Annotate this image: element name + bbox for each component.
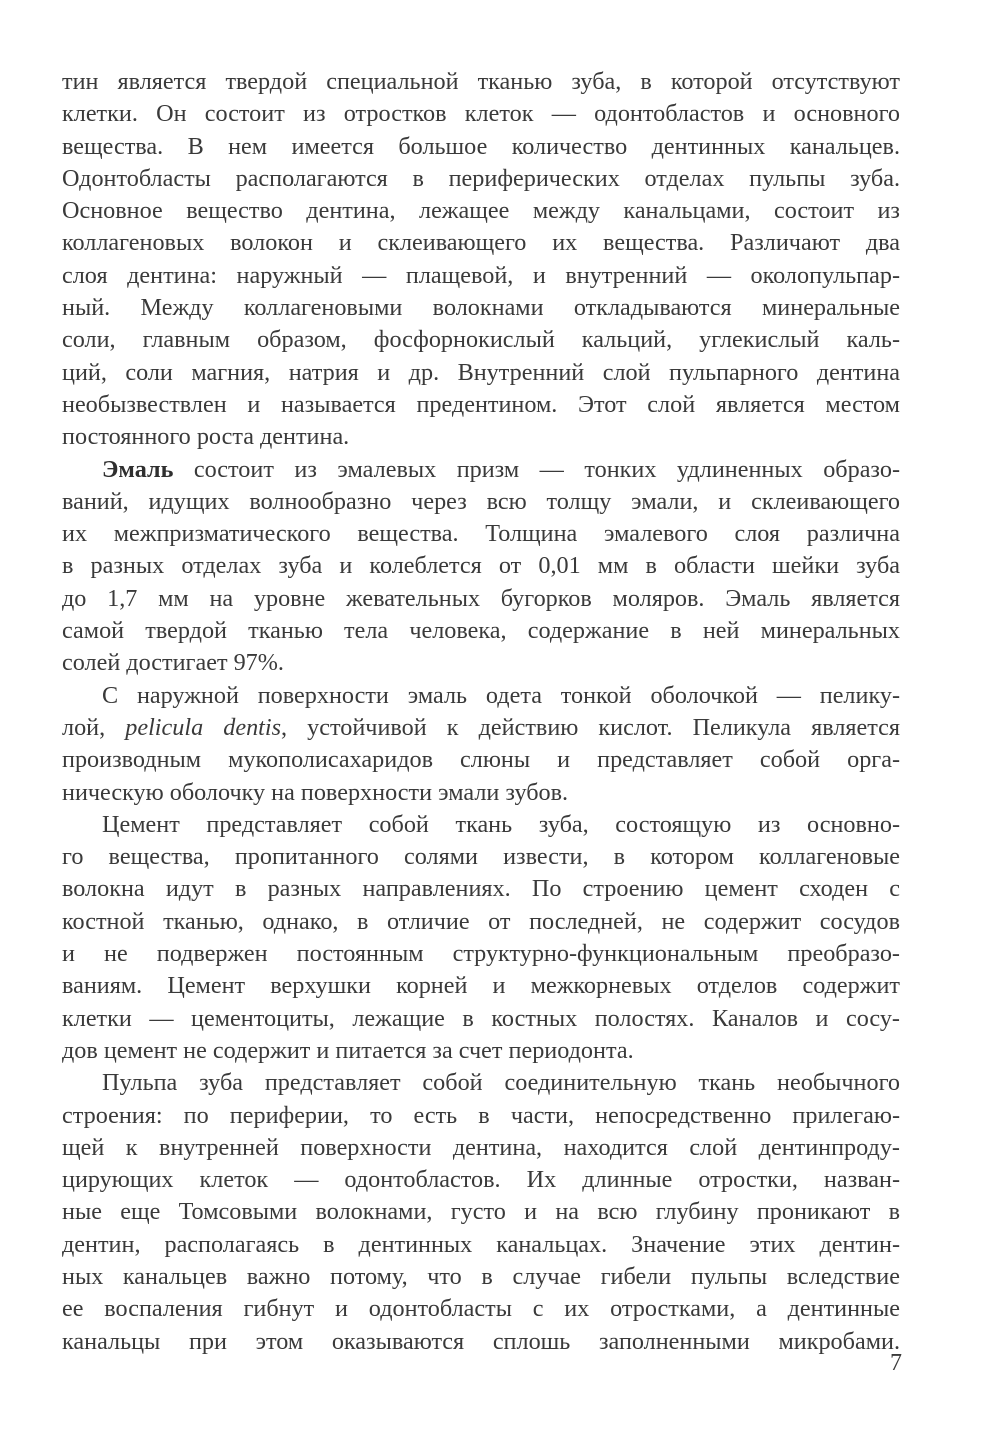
text-line: дов цемент не содержит и питается за счет периодонта.: [62, 1036, 634, 1064]
text-line: [62, 454, 900, 486]
text-line: ный. Между коллагеновыми волокнами откладываются минеральные: [62, 294, 900, 322]
text-line: Цемент представляет собой ткань зуба, состоящую из основно-: [102, 810, 900, 838]
text-line: клетки — цементоциты, лежащие в костных полостях. Каналов и сосу-: [62, 1004, 900, 1032]
text-line: [62, 712, 900, 744]
text-line: ных канальцев важно потому, что в случае гибели пульпы вследствие: [62, 1262, 900, 1290]
text-line: клетки. Он состоит из отростков клеток — одонтобластов и основного: [62, 100, 900, 128]
text-line: костной тканью, однако, в отличие от последней, не содержит сосудов: [62, 907, 900, 935]
text-line: Пульпа зуба представляет собой соединительную ткань необычного: [102, 1069, 900, 1097]
text-line: самой твердой тканью тела человека, содержание в ней минеральных: [62, 617, 900, 645]
text-line: слоя дентина: наружный — плащевой, и внутренний — околопульпар-: [62, 261, 900, 289]
text-line: в разных отделах зуба и колеблется от 0,01 мм в области шейки зуба: [62, 552, 900, 580]
text-run: состоит из эмалевых призм — тонких удлиненных образо-: [173, 455, 900, 483]
paragraph-dentin: [62, 66, 900, 454]
term-enamel: Эмаль: [102, 455, 174, 483]
text-line: волокна идут в разных направлениях. По строению цемент сходен с: [62, 875, 900, 903]
text-run: лой,: [62, 713, 126, 741]
text-line: солей достигает 97%.: [62, 649, 284, 677]
text-line: ее воспаления гибнут и одонтобласты с их отростками, а дентинные: [62, 1295, 900, 1323]
text-line: соли, главным образом, фосфорнокислый кальций, углекислый каль-: [62, 326, 900, 354]
text-line: го вещества, пропитанного солями извести, в котором коллагеновые: [62, 843, 900, 871]
text-run: , устойчивой к действию кислот. Пеликула является: [281, 713, 900, 741]
text-line: Основное вещество дентина, лежащее между канальцами, состоит из: [62, 197, 900, 225]
paragraph-cement: [62, 809, 900, 1067]
text-line: производным мукополисахаридов слюны и представляет собой орга-: [62, 746, 900, 774]
text-line: ническую оболочку на поверхности эмали зубов.: [62, 778, 569, 806]
text-line: строения: по периферии, то есть в части, непосредственно прилегаю-: [62, 1101, 900, 1129]
page-number: 7: [890, 1350, 902, 1376]
text-line: постоянного роста дентина.: [62, 423, 350, 451]
text-line: до 1,7 мм на уровне жевательных бугорков моляров. Эмаль является: [62, 584, 900, 612]
text-line: и не подвержен постоянным структурно-функциональным преобразо-: [62, 940, 900, 968]
text-line: их межпризматического вещества. Толщина эмалевого слоя различна: [62, 520, 900, 548]
text-line: цирующих клеток — одонтобластов. Их длинные отростки, назван-: [62, 1166, 900, 1194]
latin-term: pelicula dentis: [125, 713, 282, 741]
text-line: вещества. В нем имеется большое количество дентинных канальцев.: [62, 132, 900, 160]
paragraph-enamel: [62, 454, 900, 680]
text-line: дентин, располагаясь в дентинных канальцах. Значение этих дентин-: [62, 1230, 900, 1258]
text-line: ваниям. Цемент верхушки корней и межкорневых отделов содержит: [62, 972, 900, 1000]
text-line: коллагеновых волокон и склеивающего их вещества. Различают два: [62, 229, 900, 257]
text-line: тин является твердой специальной тканью зуба, в которой отсутствуют: [62, 68, 900, 95]
text-line: щей к внутренней поверхности дентина, находится слой дентинпроду-: [62, 1133, 900, 1161]
paragraph-pulp: [62, 1067, 900, 1358]
text-line: Одонтобласты располагаются в периферических отделах пульпы зуба.: [62, 164, 900, 192]
text-line: необызвествлен и называется предентином. Этот слой является местом: [62, 390, 900, 418]
text-line: ные еще Томсовыми волокнами, густо и на всю глубину проникают в: [62, 1198, 900, 1226]
page-body: [62, 66, 900, 1358]
text-line: канальцы при этом оказываются сплошь заполненными микробами.: [62, 1327, 900, 1355]
text-line: С наружной поверхности эмаль одета тонкой оболочкой — пелику-: [102, 681, 900, 709]
text-line: ций, соли магния, натрия и др. Внутренний слой пульпарного дентина: [62, 358, 900, 386]
paragraph-pellicle: [62, 680, 900, 809]
text-line: ваний, идущих волнообразно через всю толщу эмали, и склеивающего: [62, 487, 900, 515]
